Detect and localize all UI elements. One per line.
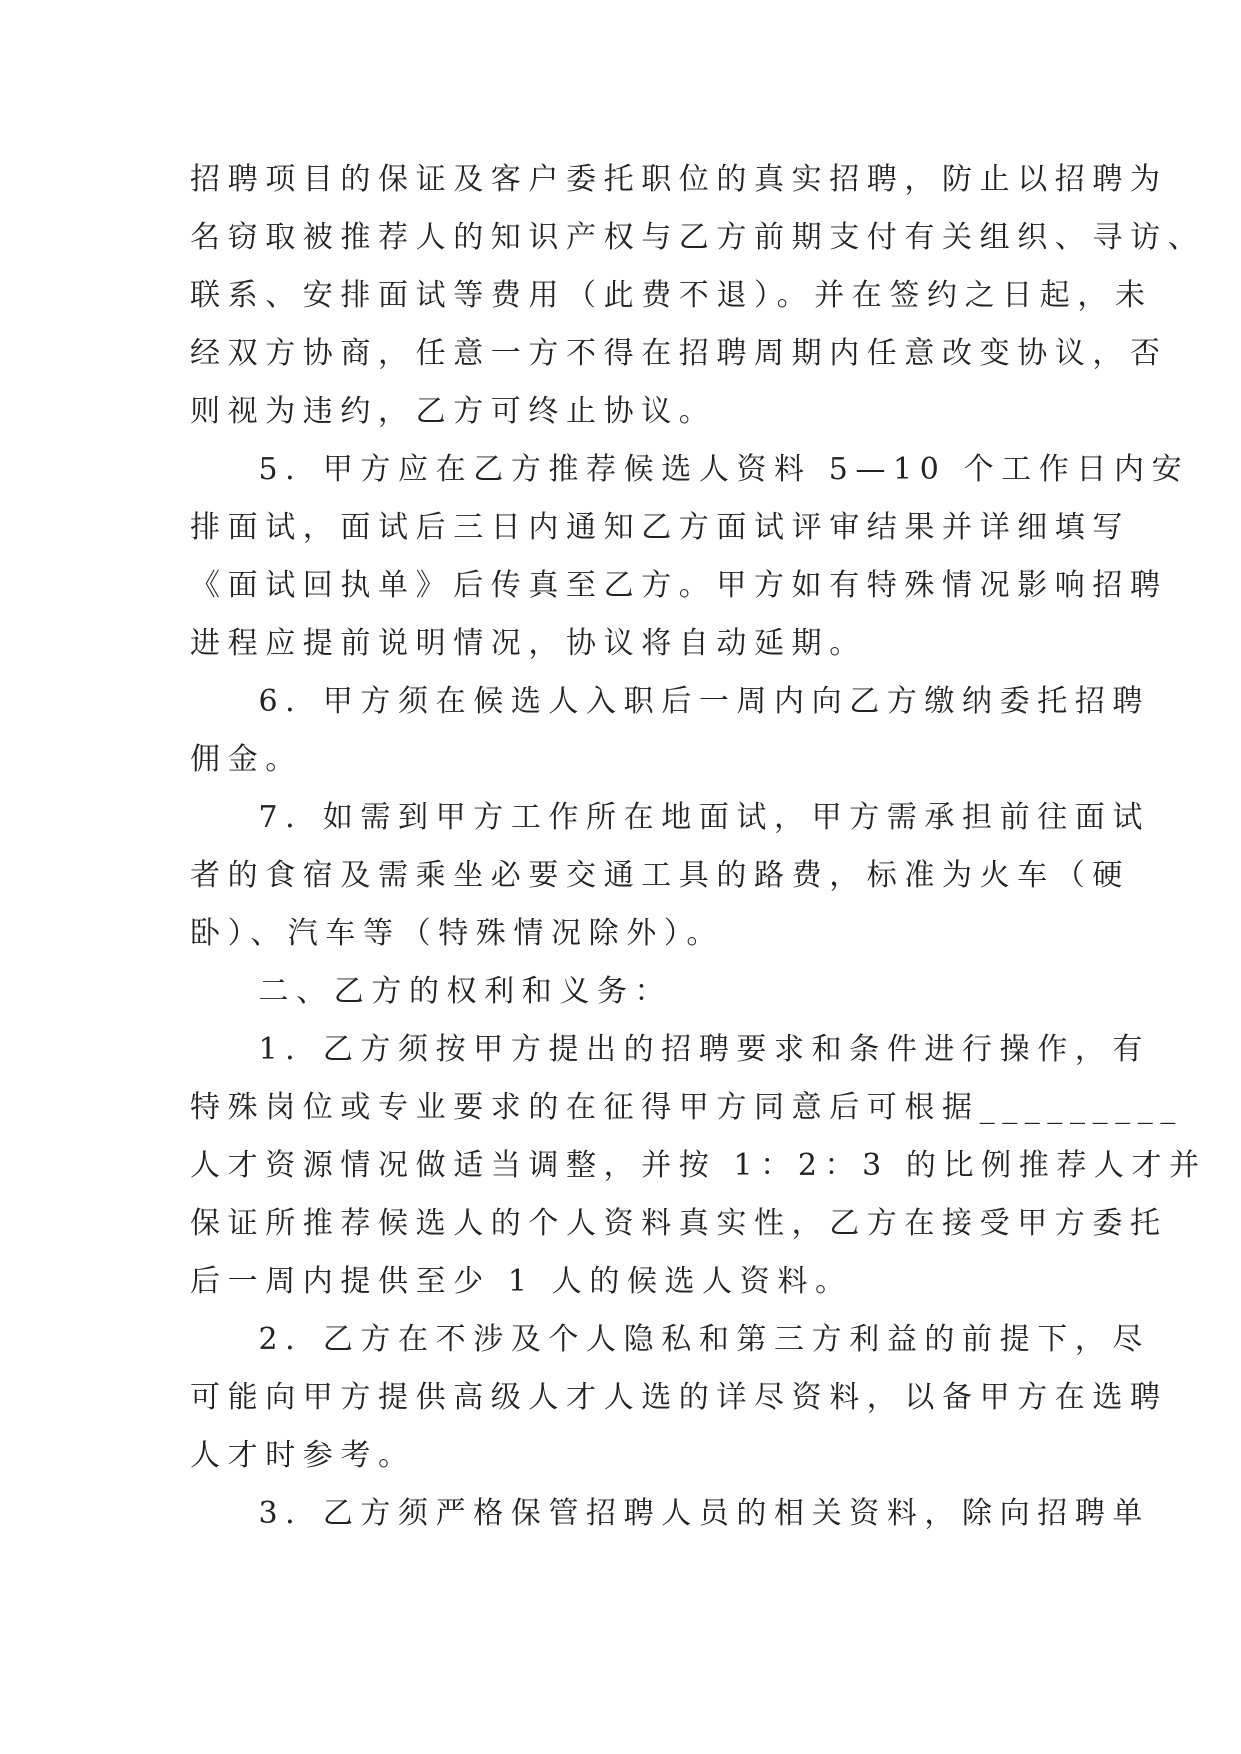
text-line: 联系、安排面试等费用（此费不退）。并在签约之日起，未 [190, 278, 1153, 313]
text-line: 卧）、汽车等（特殊情况除外）。 [190, 916, 724, 951]
text-line: 《面试回执单》后传真至乙方。甲方如有特殊情况影响招聘 [190, 568, 1168, 603]
text-line: 后一周内提供至少 1 人的候选人资料。 [190, 1264, 853, 1299]
text-line: 1．乙方须按甲方提出的招聘要求和条件进行操作，有 [190, 1032, 1151, 1067]
text-line: 7．如需到甲方工作所在地面试，甲方需承担前往面试 [190, 800, 1151, 835]
text-line: 二、乙方的权利和义务： [190, 974, 673, 1009]
text-line: 人才时参考。 [190, 1438, 416, 1473]
text-line: 则视为违约，乙方可终止协议。 [190, 394, 717, 429]
text-line: 排面试，面试后三日内通知乙方面试评审结果并详细填写 [190, 510, 1130, 545]
text-line: 3．乙方须严格保管招聘人员的相关资料，除向招聘单 [190, 1496, 1151, 1531]
text-line: 5．甲方应在乙方推荐候选人资料 5—10 个工作日内安 [190, 452, 1190, 487]
text-line: 者的食宿及需乘坐必要交通工具的路费，标准为火车（硬 [190, 858, 1130, 893]
text-line: 招聘项目的保证及客户委托职位的真实招聘，防止以招聘为 [190, 162, 1168, 197]
text-line: 2．乙方在不涉及个人隐私和第三方利益的前提下，尽 [190, 1322, 1151, 1357]
text-line: 人才资源情况做适当调整，并按 1：2：3 的比例推荐人才并 [190, 1148, 1207, 1183]
text-line: 佣金。 [190, 742, 303, 777]
text-line: 可能向甲方提供高级人才人选的详尽资料，以备甲方在选聘 [190, 1380, 1168, 1415]
text-line: 特殊岗位或专业要求的在征得甲方同意后可根据_________ [190, 1090, 1183, 1125]
text-line: 保证所推荐候选人的个人资料真实性，乙方在接受甲方委托 [190, 1206, 1168, 1241]
text-line: 6．甲方须在候选人入职后一周内向乙方缴纳委托招聘 [190, 684, 1151, 719]
text-line: 进程应提前说明情况，协议将自动延期。 [190, 626, 867, 661]
text-line: 经双方协商，任意一方不得在招聘周期内任意改变协议，否 [190, 336, 1168, 371]
text-line: 名窃取被推荐人的知识产权与乙方前期支付有关组织、寻访、 [190, 220, 1206, 255]
